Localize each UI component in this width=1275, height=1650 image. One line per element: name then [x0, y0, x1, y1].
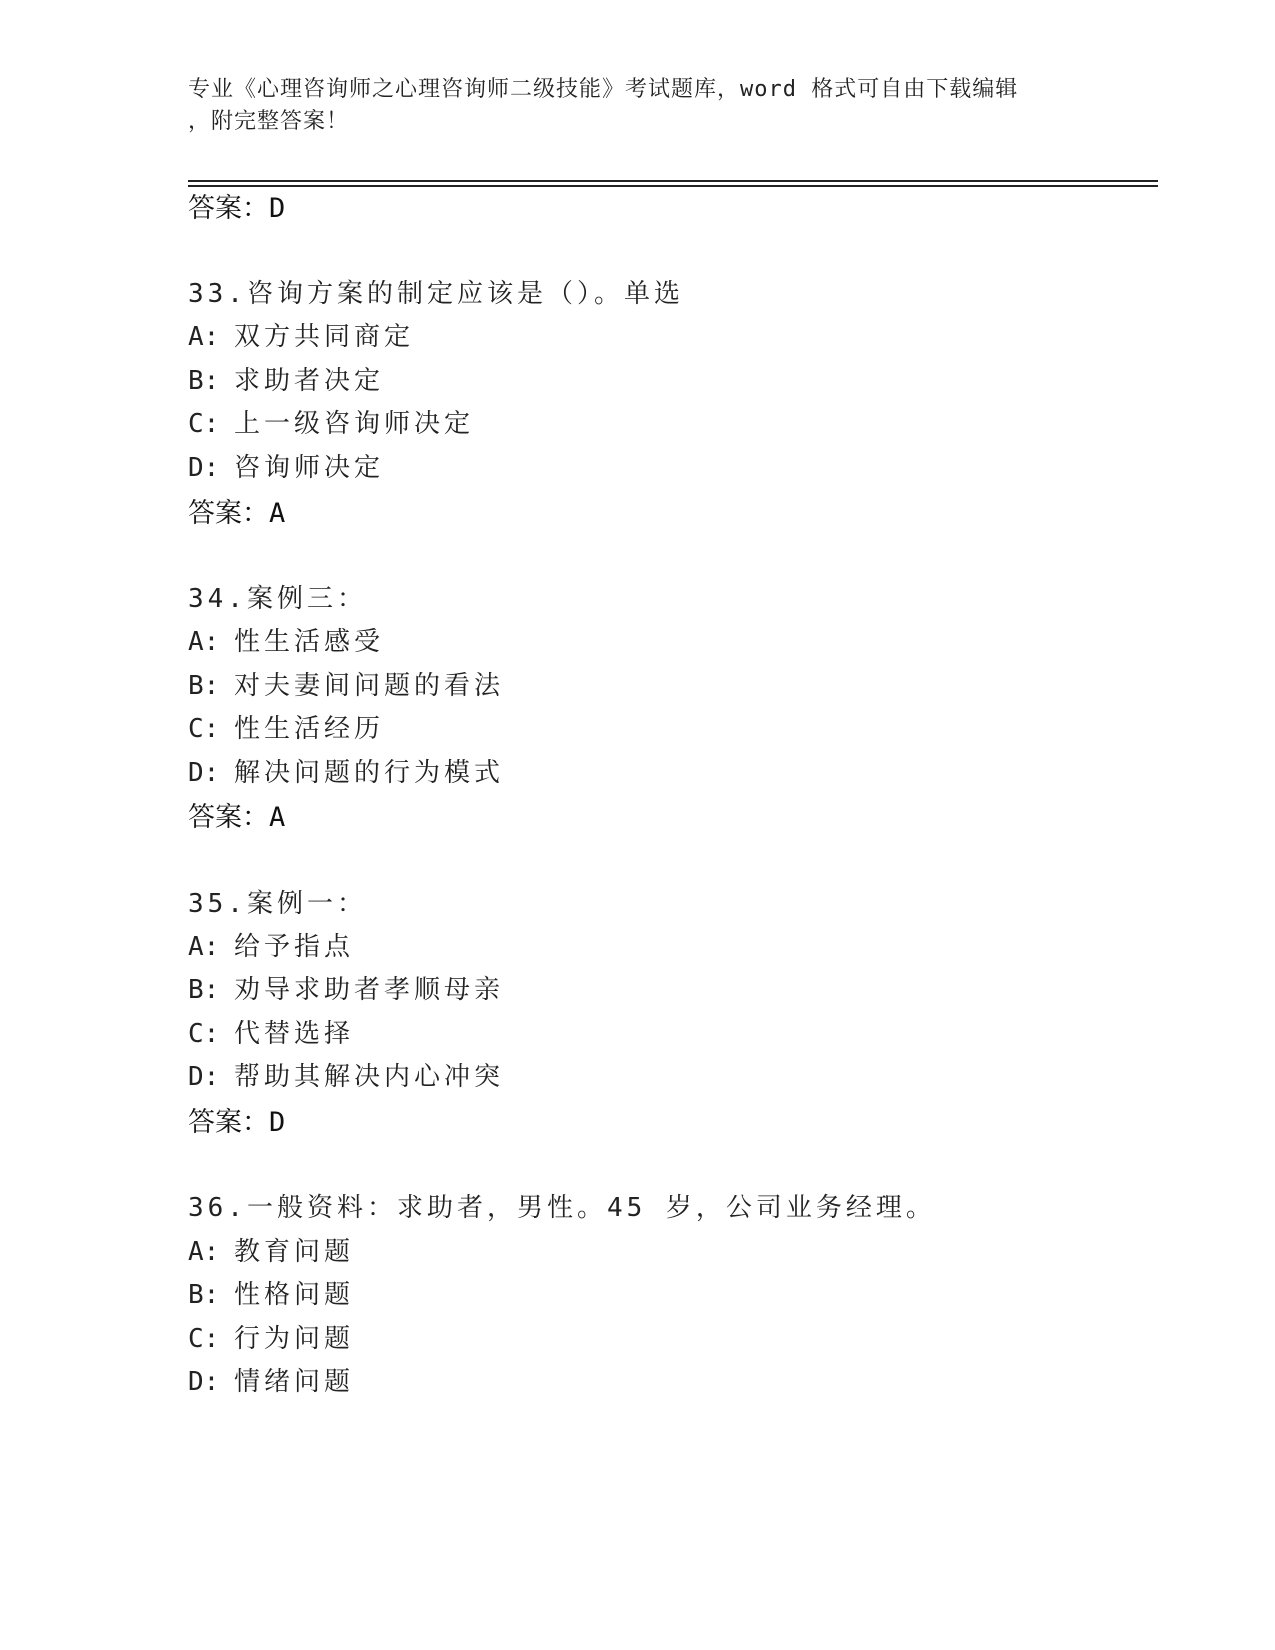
answer-value: D — [269, 1107, 286, 1138]
option-text: 上一级咨询师决定 — [234, 409, 475, 439]
option-key: A: — [188, 627, 220, 657]
option-key: D: — [188, 453, 220, 483]
answer-line — [188, 795, 285, 834]
option-line — [188, 752, 504, 789]
answer-line — [188, 1100, 285, 1139]
option-line — [188, 1274, 354, 1311]
option-line — [188, 360, 384, 397]
option-key: B: — [188, 1280, 220, 1310]
question-stem: 34.案例三： — [188, 584, 367, 614]
option-line — [188, 1013, 354, 1050]
option-text: 解决问题的行为模式 — [234, 758, 505, 788]
option-text: 性格问题 — [234, 1280, 355, 1310]
option-line — [188, 665, 504, 702]
option-line — [188, 1318, 354, 1355]
question-stem: 35.案例一： — [188, 889, 367, 919]
answer-line — [188, 491, 285, 530]
option-line — [188, 403, 474, 440]
option-key: D: — [188, 1367, 220, 1397]
option-key: A: — [188, 932, 220, 962]
option-key: A: — [188, 1237, 220, 1267]
option-key: C: — [188, 714, 220, 744]
answer-value: D — [269, 193, 286, 224]
option-key: A: — [188, 322, 220, 352]
option-text: 双方共同商定 — [234, 322, 415, 352]
option-text: 求助者决定 — [234, 366, 385, 396]
option-key: C: — [188, 1324, 220, 1354]
option-line — [188, 447, 384, 484]
header-divider-top — [188, 180, 1158, 182]
option-key: C: — [188, 1019, 220, 1049]
question-stem: 33.咨询方案的制定应该是（）。单选 — [188, 279, 684, 309]
answer-line — [188, 186, 285, 225]
option-line — [188, 316, 414, 353]
answer-value: A — [269, 802, 286, 833]
option-key: B: — [188, 671, 220, 701]
answer-prefix: 答案： — [188, 498, 269, 529]
answer-prefix: 答案： — [188, 802, 269, 833]
header-line-2: ，附完整答案！ — [188, 109, 350, 134]
document-header — [188, 74, 1088, 138]
header-line-1: 专业《心理咨询师之心理咨询师二级技能》考试题库，word 格式可自由下载编辑 — [188, 77, 1019, 102]
option-text: 情绪问题 — [234, 1367, 355, 1397]
option-key: D: — [188, 758, 220, 788]
option-text: 行为问题 — [234, 1324, 355, 1354]
option-key: B: — [188, 366, 220, 396]
header-divider-bottom — [188, 185, 1158, 187]
option-line — [188, 708, 384, 745]
answer-value: A — [269, 498, 286, 529]
option-line — [188, 621, 384, 658]
option-line — [188, 926, 354, 963]
option-text: 性生活经历 — [234, 714, 385, 744]
option-text: 帮助其解决内心冲突 — [234, 1062, 505, 1092]
answer-prefix: 答案： — [188, 1107, 269, 1138]
option-text: 教育问题 — [234, 1237, 355, 1267]
option-key: D: — [188, 1062, 220, 1092]
option-text: 给予指点 — [234, 932, 355, 962]
question-stem: 36.一般资料：求助者，男性。45 岁，公司业务经理。 — [188, 1193, 936, 1223]
option-text: 代替选择 — [234, 1019, 355, 1049]
option-line — [188, 1231, 354, 1268]
option-line — [188, 969, 504, 1006]
option-line — [188, 1361, 354, 1398]
option-key: C: — [188, 409, 220, 439]
option-line — [188, 1056, 504, 1093]
option-text: 对夫妻间问题的看法 — [234, 671, 505, 701]
option-text: 性生活感受 — [234, 627, 385, 657]
option-text: 劝导求助者孝顺母亲 — [234, 975, 505, 1005]
option-key: B: — [188, 975, 220, 1005]
option-text: 咨询师决定 — [234, 453, 385, 483]
answer-prefix: 答案： — [188, 193, 269, 224]
